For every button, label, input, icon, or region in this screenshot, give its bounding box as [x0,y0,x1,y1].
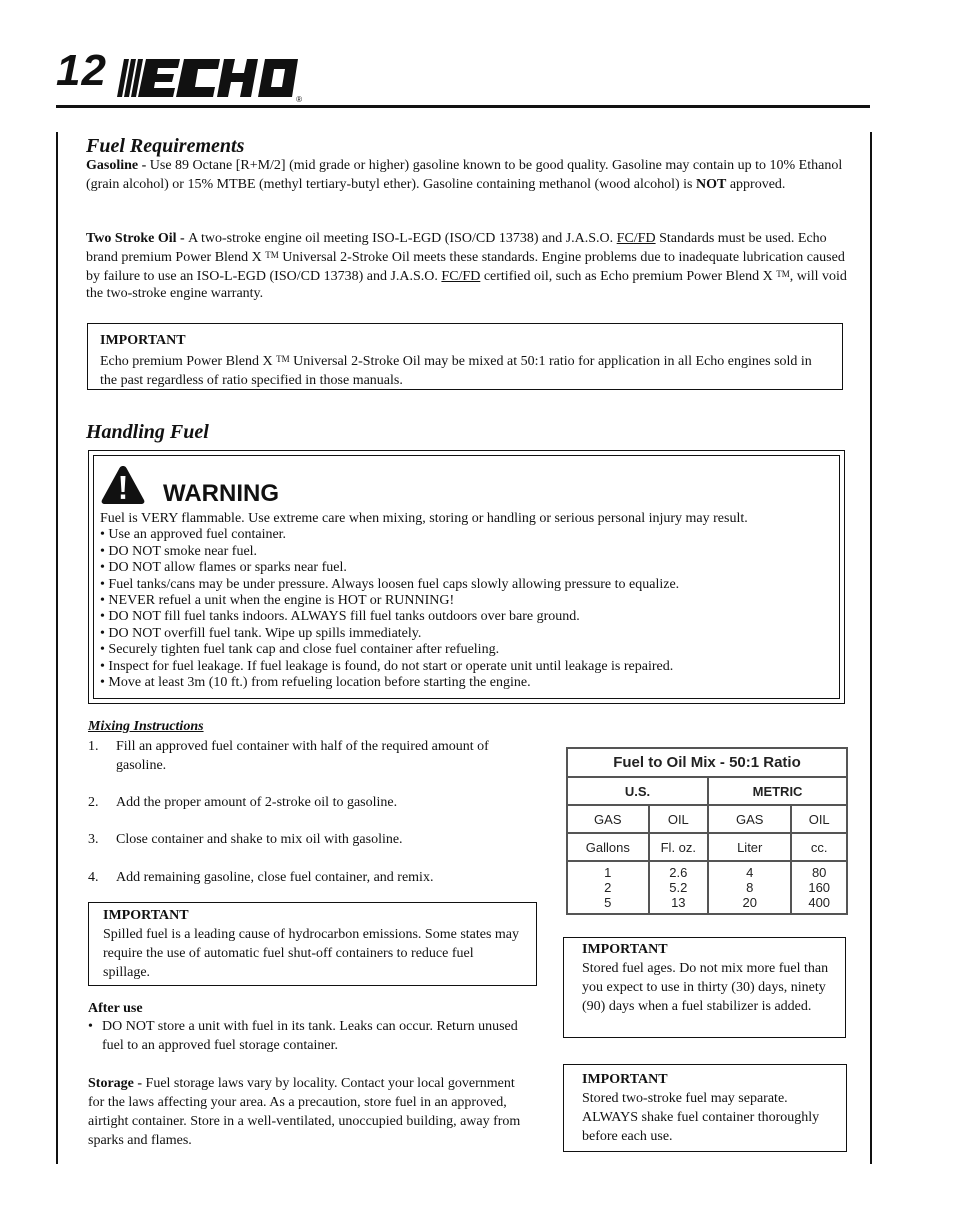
warning-title: WARNING [163,480,279,507]
warning-triangle-icon [101,465,145,505]
step-number: 2. [88,795,99,810]
step-text: Add remaining gasoline, close fuel container, and remix. [116,870,434,885]
table-cell: 2.6 [669,865,688,880]
table-cell: 8 [746,880,754,895]
trademark: TM [265,250,279,260]
mix-table-unit: cc. [791,833,847,861]
step-text: Fill an approved fuel container with half of the required amount of gasoline. [116,739,489,773]
gasoline-label: Gasoline - [86,158,150,173]
echo-logo [116,57,304,103]
trademark-3: TM [276,354,290,364]
gasoline-not: NOT [696,177,727,192]
step-text: Close container and shake to mix oil with gasoline. [116,832,403,847]
warning-intro: Fuel is VERY flammable. Use extreme care when mixing, storing or handling or serious personal injury may result. [100,511,748,526]
step-text: Add the proper amount of 2-stroke oil to gasoline. [116,795,398,810]
table-cell: 13 [671,895,686,910]
step-number: 1. [88,739,99,754]
fuel-oil-mix-table [566,747,848,915]
warning-box [88,450,845,704]
after-use-text: DO NOT store a unit with fuel in its tank. Leaks can occur. Return unused fuel to an approved fuel storage container. [102,1019,518,1053]
mix-table-col-gas: GAS [567,805,649,833]
registered-mark: ® [296,95,302,104]
important-title: IMPORTANT [582,1072,668,1087]
oil-label: Two Stroke Oil - [86,231,189,246]
gasoline-text-end: approved. [726,177,786,192]
after-use-heading: After use [88,1001,143,1016]
oil-text-5: , will void the two-stroke engine warranty. [86,269,847,301]
important-title: IMPORTANT [100,333,186,348]
warning-item: • Use an approved fuel container. [100,527,748,543]
mix-table-col-oil: OIL [791,805,847,833]
important-oil-ratio-text [100,350,830,390]
oil-text-3: Universal 2-Stroke Oil meets these standards. Engine problems due to inadequate lubrication caused by failure to use an ISO-L-EGD (ISO/CD 13738) and J.A.S.O. [86,250,845,284]
mix-table-unit: Fl. oz. [649,833,709,861]
warning-text [100,511,748,691]
table-cell: 5.2 [669,880,688,895]
storage-text: Fuel storage laws vary by locality. Contact your local government for the laws affecting your area. As a precaution, store fuel in an approved, airtight container. Store in a well-ventilated, unoccupied building, away from sparks and flames. [88,1076,521,1148]
handling-fuel-heading: Handling Fuel [86,421,209,443]
warning-item: • Fuel tanks/cans may be under pressure. Always loosen fuel caps slowly allowing pressure to equalize. [100,577,748,593]
important-box-fuel-separation [563,1064,847,1152]
header-rule [56,105,870,108]
gasoline-text: Use 89 Octane [R+M/2] (mid grade or higher) gasoline known to be good quality. Gasoline may contain up to 10% Ethanol (grain alcohol) or 15% MTBE (methyl tertiary-butyl ether). Gasoline containing methanol (wood alcohol) is [86,158,843,192]
fcfd-standard: FC/FD [616,231,656,246]
warning-item: • DO NOT fill fuel tanks indoors. ALWAYS fill fuel tanks outdoors over bare ground. [100,609,748,625]
warning-item: • Move at least 3m (10 ft.) from refueling location before starting the engine. [100,675,748,691]
table-cell: 2 [604,880,612,895]
warning-item: • Inspect for fuel leakage. If fuel leakage is found, do not start or operate unit until leakage is repaired. [100,659,748,675]
page-number: 12 [56,46,107,95]
table-cell: 80 [811,865,827,880]
table-cell: 1 [604,865,612,880]
table-cell: 4 [746,865,754,880]
important-spilled-fuel-text: Spilled fuel is a leading cause of hydrocarbon emissions. Some states may require the use of automatic fuel shut-off containers to reduce fuel spillage. [103,927,520,980]
after-use-bullet [88,1017,528,1055]
warning-item: • DO NOT smoke near fuel. [100,544,748,560]
step-number: 3. [88,832,99,847]
gasoline-paragraph [86,156,846,194]
mixing-instructions-heading: Mixing Instructions [88,719,204,734]
mix-table-col-gas: GAS [708,805,791,833]
table-cell: 5 [604,895,612,910]
fcfd-standard-2: FC/FD [441,269,481,284]
oil-text-1: A two-stroke engine oil meeting ISO-L-EGD (ISO/CD 13738) and J.A.S.O. [188,231,617,246]
important-fuel-separation-text: Stored two-stroke fuel may separate. ALWAYS shake fuel container thoroughly before each use. [582,1091,820,1144]
trademark-2: TM [776,269,790,279]
warning-item: • DO NOT overfill fuel tank. Wipe up spills immediately. [100,626,748,642]
mixing-step [88,868,538,887]
storage-label: Storage - [88,1076,146,1091]
mix-table-unit: Gallons [567,833,649,861]
mix-table-us-gas-values [567,861,649,914]
table-cell: 20 [742,895,757,910]
warning-list [100,527,748,691]
oil-text-2: Standards must be used. Echo brand premium Power Blend X [86,231,827,265]
warning-box-inner [93,455,840,699]
storage-paragraph [88,1074,528,1150]
important-title: IMPORTANT [582,942,668,957]
important-text-2: Universal 2-Stroke Oil may be mixed at 50:1 ratio for application in all Echo engines sold in the past regardless of ratio specified in those manuals. [100,354,812,388]
important-fuel-age-text: Stored fuel ages. Do not mix more fuel than you expect to use in thirty (30) days, ninety (90) days when a fuel stabilizer is added. [582,961,829,1014]
bullet-icon: • [88,1019,93,1034]
important-box-fuel-age [563,937,846,1038]
mix-table-us-header: U.S. [567,777,708,805]
mix-table-metric-oil-values [791,861,847,914]
warning-item: • NEVER refuel a unit when the engine is HOT or RUNNING! [100,593,748,609]
mix-table-metric-header: METRIC [708,777,847,805]
warning-item: • Securely tighten fuel tank cap and close fuel container after refueling. [100,642,748,658]
mix-table-title: Fuel to Oil Mix - 50:1 Ratio [567,748,847,777]
important-box-spilled-fuel [88,902,537,986]
oil-text-4: certified oil, such as Echo premium Power Blend X [480,269,777,284]
important-box-oil-ratio [87,323,843,390]
table-cell: 160 [808,880,831,895]
mix-table-unit: Liter [708,833,791,861]
mixing-step [88,830,538,849]
mix-table-metric-gas-values [708,861,791,914]
two-stroke-oil-paragraph [86,230,848,302]
right-margin-rule [870,132,872,1164]
important-text-1: Echo premium Power Blend X [100,354,277,369]
warning-item: • DO NOT allow flames or sparks near fuel. [100,560,748,576]
fuel-requirements-heading: Fuel Requirements [86,135,245,157]
mix-table-us-oil-values [649,861,709,914]
mixing-step [88,737,538,775]
mixing-step [88,793,538,812]
mix-table-col-oil: OIL [649,805,709,833]
important-title: IMPORTANT [103,908,189,923]
table-cell: 400 [808,895,831,910]
echo-logo-mark [116,57,300,99]
left-margin-rule [56,132,58,1164]
step-number: 4. [88,870,99,885]
